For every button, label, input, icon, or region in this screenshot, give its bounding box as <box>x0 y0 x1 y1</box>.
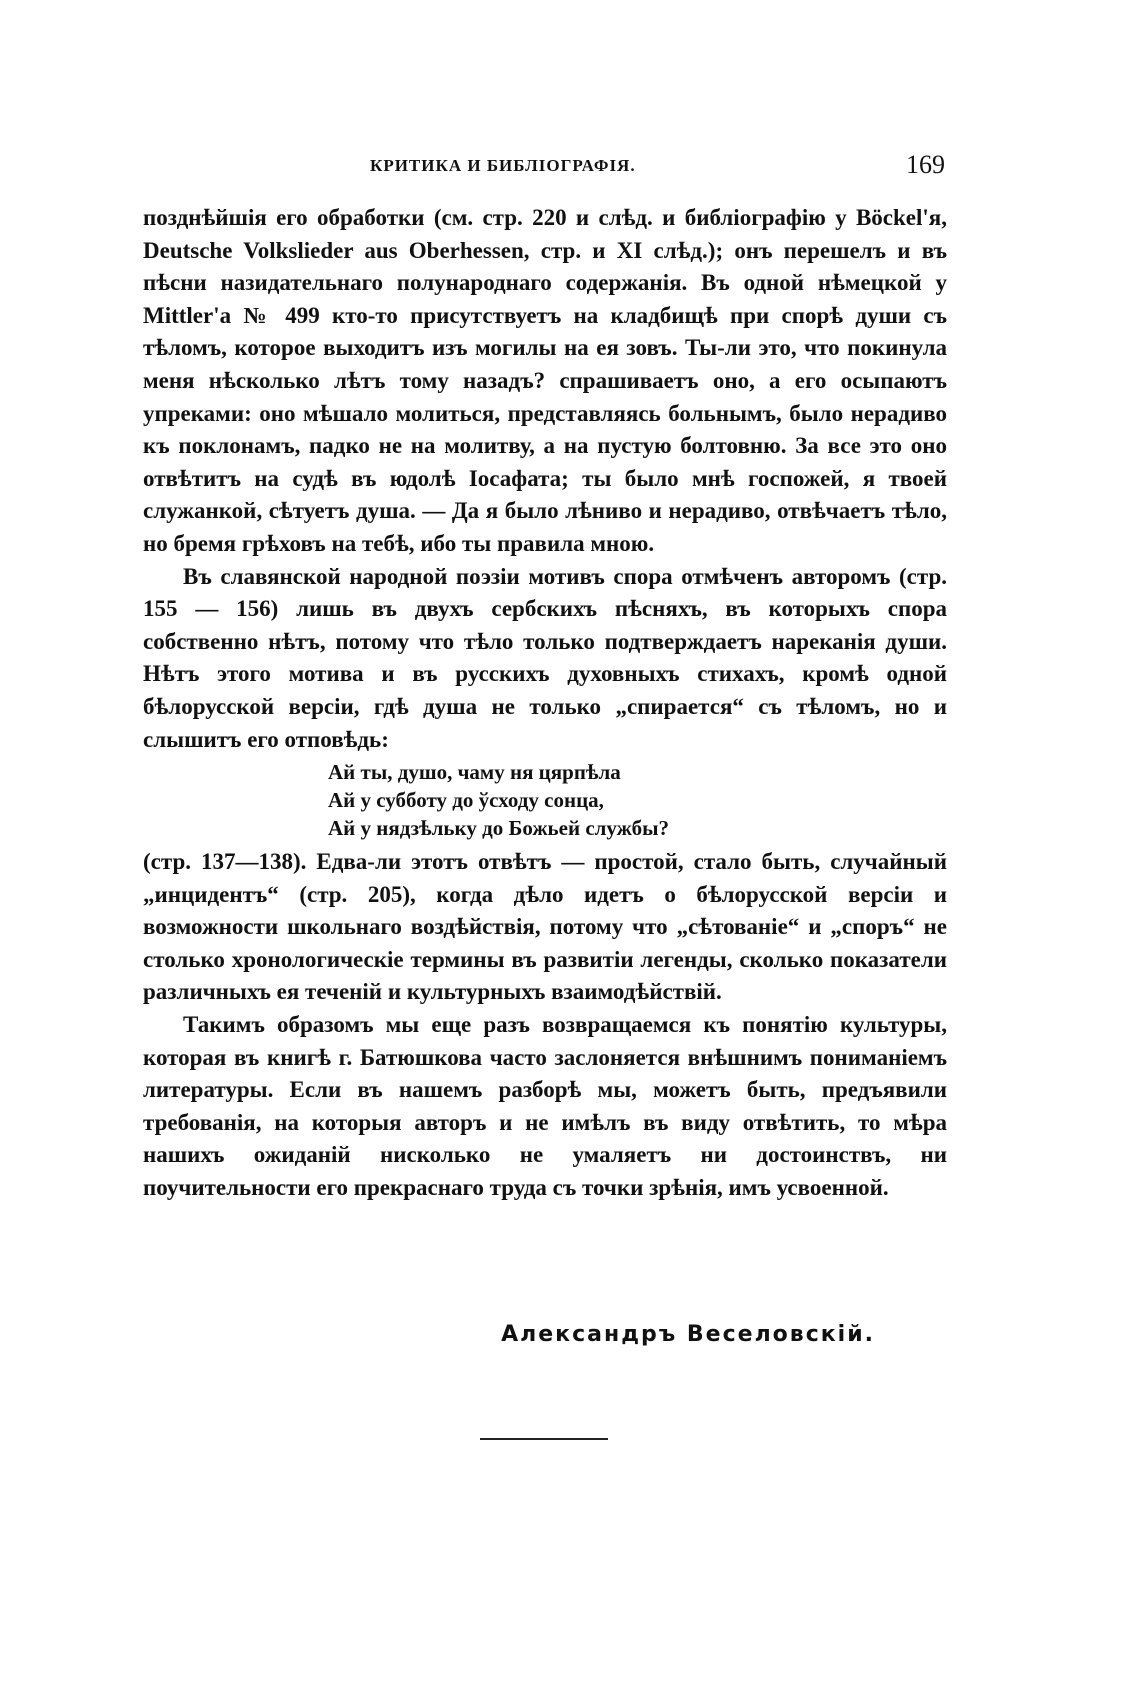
end-rule <box>480 1438 608 1440</box>
paragraph-2: Въ славянской народной поэзіи мотивъ спора отмѣченъ авторомъ (стр. 155 — 156) лишь въ двухъ сербскихъ пѣсняхъ, въ которыхъ спора собственно нѣтъ, потому что тѣло только подтверждаетъ нареканія души. Нѣтъ этого мотива и въ русскихъ духовныхъ стихахъ, кромѣ одной бѣлорусской версіи, гдѣ душа не только „спирается“ съ тѣломъ, но и слышитъ его отповѣдь: <box>143 563 947 752</box>
paragraph-1: позднѣйшія его обработки (см. стр. 220 и слѣд. и библіографію у Böckel'я, Deutsche Volkslieder aus Oberhessen, стр. и XI слѣд.); онъ перешелъ и въ пѣсни назидательнаго полународнаго содержанія. Въ одной нѣмецкой у Mittler'а № 499 кто-то присутствуетъ на кладбищѣ при спорѣ души съ тѣломъ, которое выходитъ изъ могилы на ея зовъ. Ты-ли это, что покинула меня нѣсколько лѣтъ тому назадъ? спрашиваетъ оно, а его осыпаютъ упреками: оно мѣшало молиться, представляясь больнымъ, было нерадиво къ поклонамъ, падко не на молитву, а на пустую болтовню. За все это оно отвѣтитъ на судѣ въ юдолѣ Іосафата; ты было мнѣ госпожей, я твоей служанкой, сѣтуетъ душа. — Да я было лѣниво и нерадиво, отвѣчаетъ тѣло, но бремя грѣховъ на тебѣ, ибо ты правила мною. <box>143 205 947 556</box>
paragraph-3: (стр. 137—138). Едва-ли этотъ отвѣтъ — простой, стало быть, случайный „инцидентъ“ (стр. 205), когда дѣло идетъ о бѣлорусской версіи и возможности школьнаго воздѣйствія, потому что „сѣтованіе“ и „споръ“ не столько хронологическіе термины въ развитіи легенды, сколько показатели различныхъ ея теченій и культурныхъ взаимодѣйствій. <box>143 849 947 1005</box>
page-number: 169 <box>906 150 945 179</box>
verse-quote <box>143 758 947 842</box>
verse-line-3: Ай у нядзѣльку до Божьей службы? <box>328 816 669 841</box>
article-body <box>143 202 947 1205</box>
verse-line-2: Ай у субботу до ўсходу сонца, <box>328 788 604 813</box>
running-head: КРИТИКА И БИБЛІОГРАФІЯ. <box>370 156 636 175</box>
paragraph-4: Такимъ образомъ мы еще разъ возвращаемся къ понятію культуры, которая въ книгѣ г. Батюшкова часто заслоняется внѣшнимъ пониманіемъ литературы. Если въ нашемъ разборѣ мы, можетъ быть, предъявили требованія, на которыя авторъ и не имѣлъ въ виду отвѣтить, то мѣра нашихъ ожиданій нисколько не умаляетъ ни достоинствъ, ни поучительности его прекраснаго труда съ точки зрѣнія, имъ усвоенной. <box>143 1012 947 1201</box>
author-signature: Александръ Веселовскій. <box>501 1322 875 1347</box>
page-header <box>145 150 945 190</box>
verse-line-1: Ай ты, душо, чаму ня цярпѣла <box>328 760 621 785</box>
